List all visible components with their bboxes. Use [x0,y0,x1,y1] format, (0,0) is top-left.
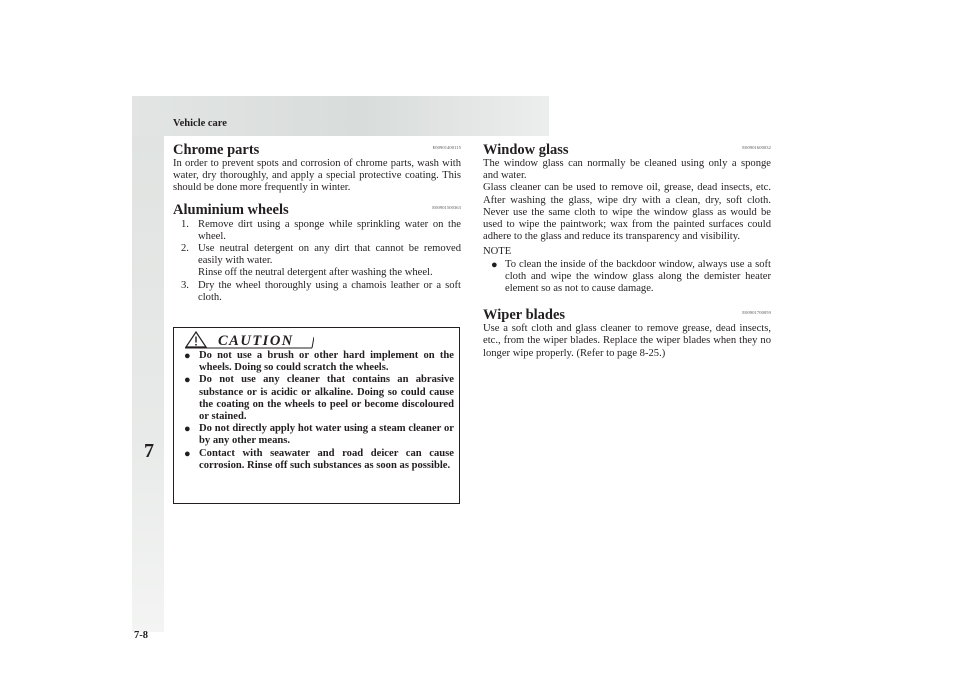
running-head: Vehicle care [173,118,227,129]
caution-box [173,327,460,504]
caution-title: CAUTION [218,333,294,349]
list-item: ● Do not use a brush or other hard implement on the wheels. Doing so could scratch the wheels. [184,350,454,374]
bullet-icon: ● [184,350,191,362]
bullet-icon: ● [184,374,191,387]
section-code: E00901500363 [432,205,461,211]
section-code: E00901700059 [742,310,771,316]
section-code: E00901400115 [432,144,461,150]
bullet-icon: ● [184,447,191,460]
section-title: Window glass [483,141,569,158]
page-number: 7-8 [134,630,148,641]
left-column [173,136,461,304]
window-paragraph-1: The window glass can normally be cleaned using only a sponge and water. [483,158,771,182]
bullet-icon: ● [184,423,191,436]
header-band [132,96,549,136]
list-item: 3. Dry the wheel thoroughly using a chamois leather or a soft cloth. [181,279,461,303]
step-extra: Rinse off the neutral detergent after washing the wheel. [198,267,433,279]
side-band [132,136,164,632]
wheel-steps [173,219,461,304]
list-item: ● Do not directly apply hot water using a steam cleaner or by any other means. [184,423,454,447]
section-header-wheels [173,195,461,219]
section-title: Wiper blades [483,307,566,324]
note-label: NOTE [483,246,512,258]
window-paragraph-2: Glass cleaner can be used to remove oil, grease, dead insects, etc. After washing the glass, wipe dry with a clean, dry, soft cloth. Never use the same cloth to wipe the window glass as would be used to wipe the paintwork; wax from the painted surfaces could adhere to the glass and reduce its transparency and visibility. [483,182,771,243]
list-item: 2. Use neutral detergent on any dirt that cannot be removed easily with water. Rinse off the neutral detergent after washing the wheel. [181,243,461,279]
section-header-chrome [173,136,461,158]
list-item: 1. Remove dirt using a sponge while sprinkling water on the wheel. [181,218,461,242]
section-title: Chrome parts [173,141,260,158]
right-column [483,136,771,360]
section-header-window [483,136,771,158]
wiper-paragraph: Use a soft cloth and glass cleaner to remove grease, dead insects, etc., from the wiper blades. Replace the wiper blades when they no longer wipe properly. (Refer to page 8-25.) [483,323,771,359]
section-header-wipers [483,295,771,323]
chapter-tab: 7 [144,440,154,462]
section-title: Aluminium wheels [173,202,289,219]
chrome-paragraph: In order to prevent spots and corrosion of chrome parts, wash with water, dry thoroughly, and apply a special protective coating. This should be done more frequently in winter. [173,158,461,194]
section-code: E00901600032 [742,144,771,150]
caution-list [184,350,454,472]
list-item: ● Do not use any cleaner that contains an abrasive substance or is acidic or alkaline. Doing so could cause the coating on the wheels to peel or become discoloured or stained. [184,374,454,423]
list-item: ● Contact with seawater and road deicer can cause corrosion. Rinse off such substances as soon as possible. [184,447,454,471]
bullet-icon: ● [491,258,498,271]
note-item: ● To clean the inside of the backdoor window, always use a soft cloth and wipe the window glass along the demister heater element so as not to cause damage. [491,258,771,295]
caution-header [184,331,312,347]
